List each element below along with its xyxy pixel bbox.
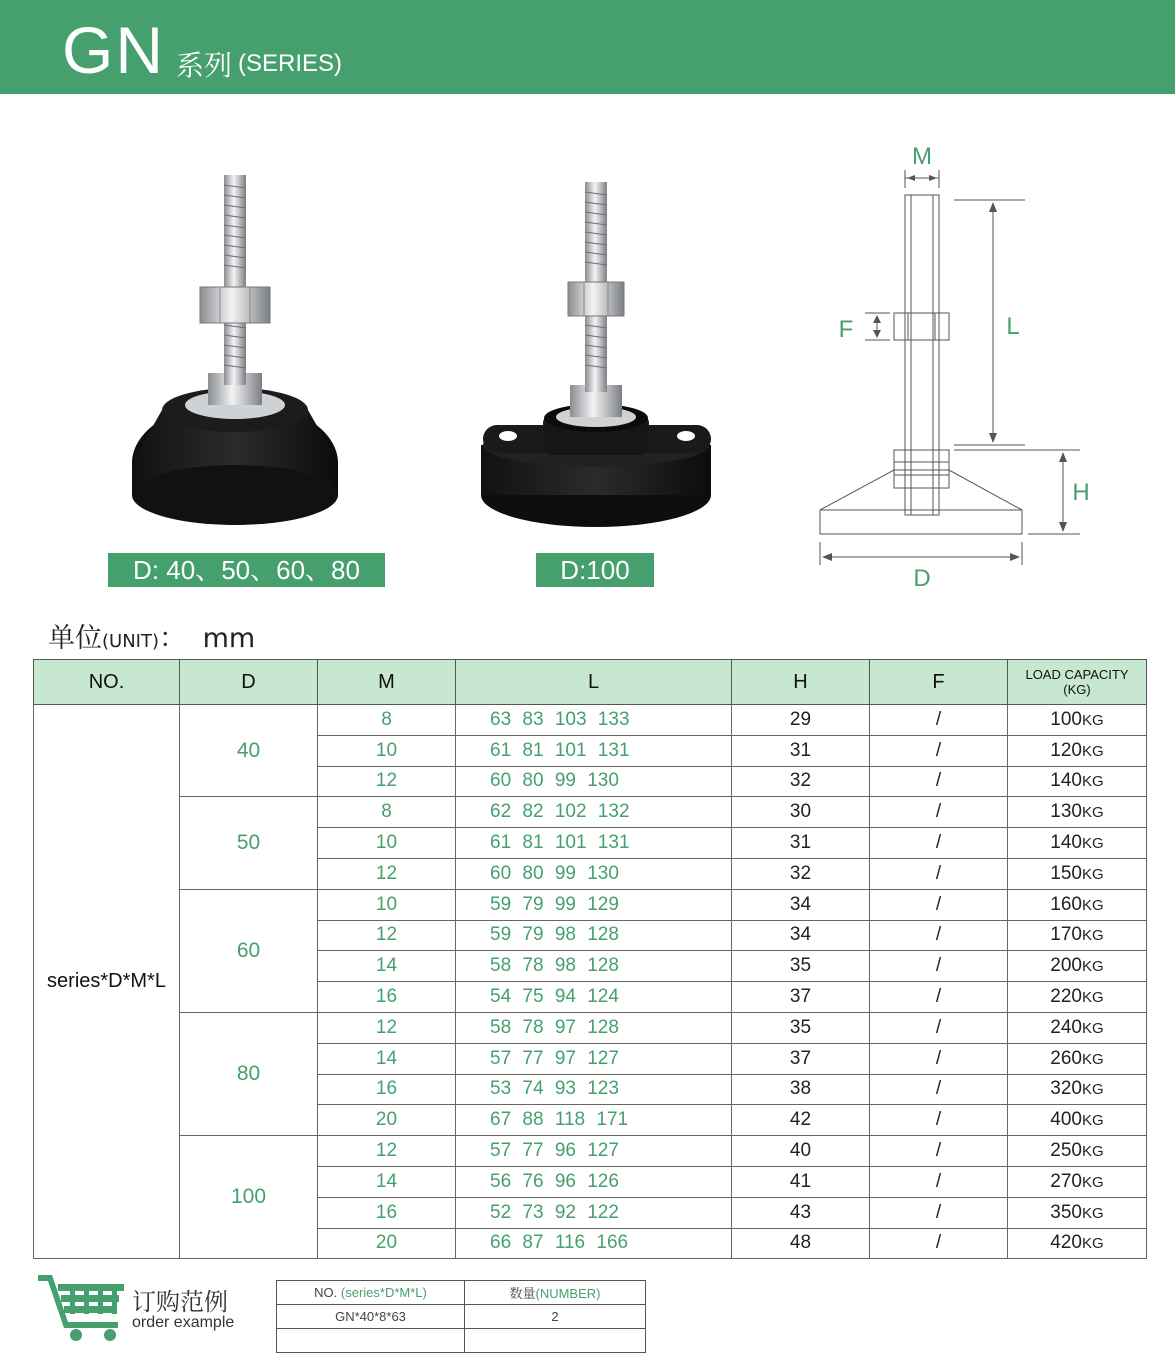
load-cell [1008,982,1147,1013]
load-value: 400 [1050,1109,1082,1131]
table-row [34,1136,1147,1167]
m-cell: 20 [318,1105,456,1136]
h-cell: 34 [732,889,870,920]
col-header-f: F [870,660,1008,705]
h-cell: 35 [732,1012,870,1043]
load-value: 260 [1050,1047,1082,1069]
h-cell: 32 [732,766,870,797]
f-cell: / [870,858,1008,889]
dimension-diagram [810,140,1090,595]
load-cell [1008,1074,1147,1105]
f-cell: / [870,1043,1008,1074]
f-cell: / [870,705,1008,736]
order-example-row [277,1305,646,1329]
load-unit: KG [1082,773,1104,791]
table-header-row [34,660,1147,705]
table-row [34,1012,1147,1043]
load-cell [1008,1012,1147,1043]
load-value: 200 [1050,955,1082,977]
f-cell: / [870,828,1008,859]
l-cell: 53 74 93 123 [456,1074,732,1105]
table-body [34,705,1147,1259]
f-cell: / [870,1136,1008,1167]
l-cell: 67 88 118 171 [456,1105,732,1136]
product-image-round-base [120,165,350,535]
series-title-cn: 系列 [176,49,233,82]
order-empty-row [277,1329,646,1353]
col-header-h: H [732,660,870,705]
load-value: 240 [1050,1016,1082,1038]
load-cell [1008,1197,1147,1228]
f-cell: / [870,735,1008,766]
col-header-d: D [180,660,318,705]
m-cell: 12 [318,1012,456,1043]
load-value: 220 [1050,986,1082,1008]
order-col-no: NO. (series*D*M*L) [277,1281,465,1305]
load-value: 250 [1050,1140,1082,1162]
load-cell [1008,766,1147,797]
h-cell: 35 [732,951,870,982]
d-cell: 100 [180,1136,318,1259]
f-cell: / [870,1012,1008,1043]
load-unit: KG [1082,835,1104,853]
order-title: 订购范例 [132,1288,228,1316]
table-row [34,797,1147,828]
m-cell: 8 [318,705,456,736]
l-cell: 61 81 101 131 [456,828,732,859]
load-value: 270 [1050,1170,1082,1192]
unit-colon: ： [159,623,186,654]
h-cell: 41 [732,1166,870,1197]
load-value: 350 [1050,1201,1082,1223]
m-cell: 14 [318,951,456,982]
l-cell: 56 76 96 126 [456,1166,732,1197]
order-example-qty: 2 [465,1305,646,1329]
order-example-table [276,1280,646,1353]
caption-large-size: D:100 [536,553,654,587]
l-cell: 57 77 97 127 [456,1043,732,1074]
f-cell: / [870,1074,1008,1105]
load-value: 100 [1050,708,1082,730]
series-title-en: (SERIES) [238,50,343,77]
label-l: L [1006,313,1020,340]
page-header [0,0,1175,94]
l-cell: 66 87 116 166 [456,1228,732,1259]
unit-value: mm [202,623,256,654]
l-cell: 58 78 97 128 [456,1012,732,1043]
h-cell: 32 [732,858,870,889]
l-cell: 54 75 94 124 [456,982,732,1013]
table-row [34,889,1147,920]
h-cell: 40 [732,1136,870,1167]
load-unit: KG [1082,742,1104,760]
load-unit: KG [1082,1050,1104,1068]
l-cell: 52 73 92 122 [456,1197,732,1228]
h-cell: 38 [732,1074,870,1105]
f-cell: / [870,951,1008,982]
m-cell: 16 [318,1074,456,1105]
load-unit: KG [1082,711,1104,729]
load-cell [1008,858,1147,889]
f-cell: / [870,1166,1008,1197]
load-unit: KG [1082,1235,1104,1253]
f-cell: / [870,889,1008,920]
l-cell: 59 79 98 128 [456,920,732,951]
product-image-flanged-base [478,170,723,535]
d-cell: 80 [180,1012,318,1135]
h-cell: 30 [732,797,870,828]
load-unit: KG [1082,1173,1104,1191]
load-unit: KG [1082,804,1104,822]
m-cell: 14 [318,1043,456,1074]
load-value: 140 [1050,770,1082,792]
f-cell: / [870,1197,1008,1228]
spec-table [33,659,1147,1259]
f-cell: / [870,1228,1008,1259]
d-cell: 60 [180,889,318,1012]
label-h: H [1072,479,1090,506]
load-unit: KG [1082,1143,1104,1161]
load-value: 160 [1050,893,1082,915]
l-cell: 63 83 103 133 [456,705,732,736]
h-cell: 37 [732,982,870,1013]
m-cell: 16 [318,1197,456,1228]
f-cell: / [870,766,1008,797]
col-header-load: LOAD CAPACITY (KG) [1008,660,1147,705]
load-unit: KG [1082,989,1104,1007]
l-cell: 60 80 99 130 [456,858,732,889]
f-cell: / [870,1105,1008,1136]
load-unit: KG [1082,958,1104,976]
col-header-l: L [456,660,732,705]
f-cell: / [870,920,1008,951]
load-cell [1008,797,1147,828]
l-cell: 57 77 96 127 [456,1136,732,1167]
m-cell: 20 [318,1228,456,1259]
m-cell: 8 [318,797,456,828]
h-cell: 43 [732,1197,870,1228]
load-cell [1008,1136,1147,1167]
shopping-cart-icon [38,1272,128,1342]
load-unit: KG [1082,865,1104,883]
table-row [34,705,1147,736]
l-cell: 62 82 102 132 [456,797,732,828]
order-col-number: 数量(NUMBER) [465,1281,646,1305]
m-cell: 14 [318,1166,456,1197]
h-cell: 42 [732,1105,870,1136]
load-cell [1008,1043,1147,1074]
load-cell [1008,889,1147,920]
d-cell: 40 [180,705,318,797]
f-cell: / [870,982,1008,1013]
load-unit: KG [1082,927,1104,945]
h-cell: 48 [732,1228,870,1259]
load-value: 420 [1050,1232,1082,1254]
m-cell: 12 [318,1136,456,1167]
l-cell: 60 80 99 130 [456,766,732,797]
load-value: 130 [1050,801,1082,823]
caption-small-sizes: D: 40、50、60、80 [108,553,385,587]
h-cell: 29 [732,705,870,736]
no-cell: series*D*M*L [34,705,180,1259]
load-cell [1008,951,1147,982]
label-f: F [838,316,854,343]
m-cell: 12 [318,766,456,797]
order-subtitle: order example [132,1314,235,1331]
load-cell [1008,920,1147,951]
unit-label-en: (UNIT) [102,631,159,652]
label-d: D [913,565,931,592]
load-unit: KG [1082,1204,1104,1222]
load-unit: KG [1082,1081,1104,1099]
f-cell: / [870,797,1008,828]
series-title: GN [62,13,165,87]
d-cell: 50 [180,797,318,889]
load-unit: KG [1082,1112,1104,1130]
m-cell: 10 [318,735,456,766]
l-cell: 59 79 99 129 [456,889,732,920]
col-header-no: NO. [34,660,180,705]
col-header-m: M [318,660,456,705]
m-cell: 16 [318,982,456,1013]
l-cell: 61 81 101 131 [456,735,732,766]
h-cell: 34 [732,920,870,951]
load-cell [1008,828,1147,859]
h-cell: 37 [732,1043,870,1074]
load-value: 140 [1050,832,1082,854]
unit-label-cn: 单位 [48,623,102,654]
load-value: 120 [1050,739,1082,761]
load-cell [1008,1105,1147,1136]
m-cell: 12 [318,858,456,889]
load-unit: KG [1082,1019,1104,1037]
load-value: 320 [1050,1078,1082,1100]
unit-line [48,616,255,655]
m-cell: 10 [318,828,456,859]
order-example-no: GN*40*8*63 [277,1305,465,1329]
load-cell [1008,1228,1147,1259]
m-cell: 12 [318,920,456,951]
load-cell [1008,1166,1147,1197]
load-cell [1008,705,1147,736]
order-header-row [277,1281,646,1305]
load-unit: KG [1082,896,1104,914]
h-cell: 31 [732,828,870,859]
m-cell: 10 [318,889,456,920]
h-cell: 31 [732,735,870,766]
l-cell: 58 78 98 128 [456,951,732,982]
load-cell [1008,735,1147,766]
load-value: 170 [1050,924,1082,946]
load-value: 150 [1050,862,1082,884]
label-m: M [912,143,932,170]
